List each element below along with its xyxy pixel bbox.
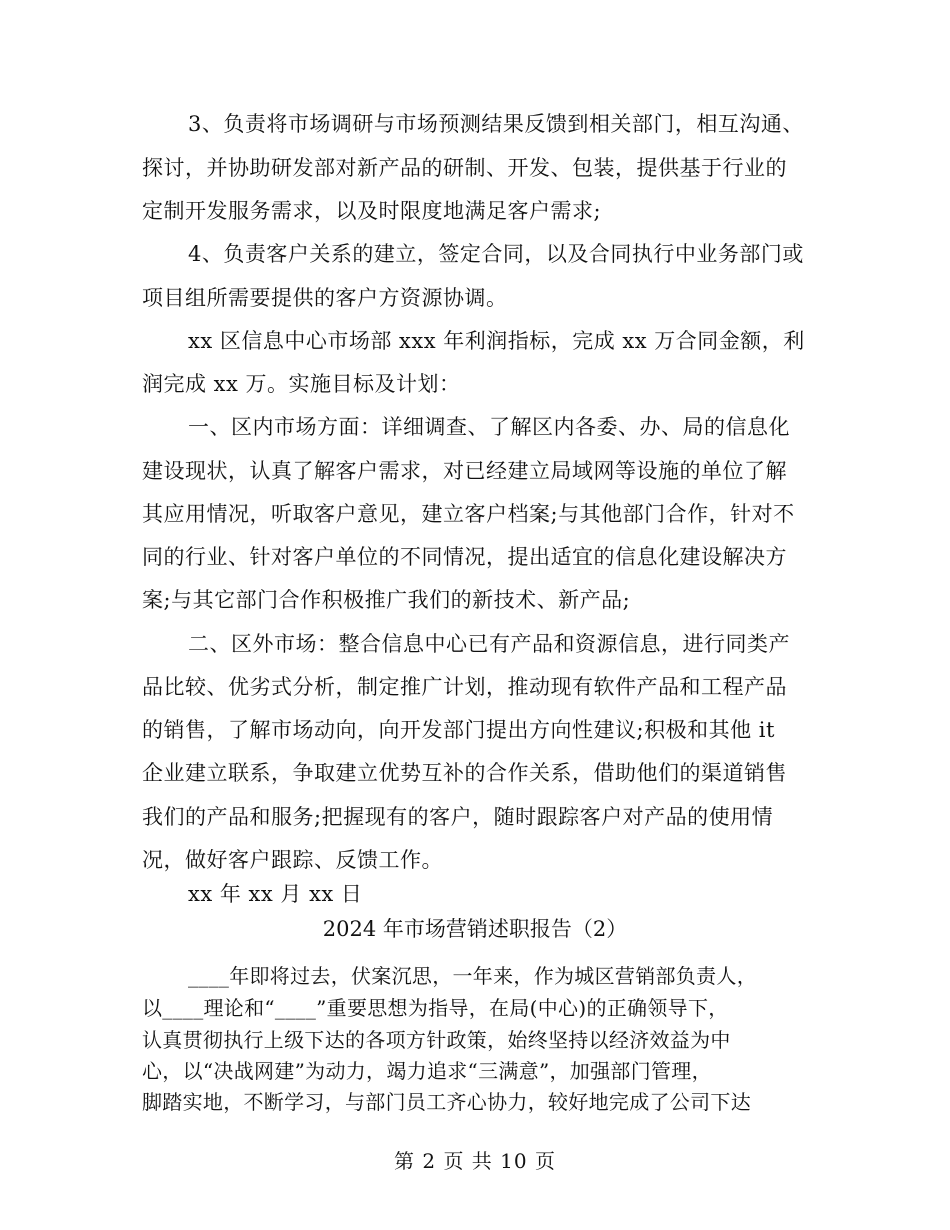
paragraph-line: 同的行业、针对客户单位的不同情况，提出适宜的信息化建设解决方 <box>142 545 787 569</box>
paragraph-line: 4、负责客户关系的建立，签定合同，以及合同执行中业务部门或 <box>188 242 804 266</box>
paragraph-line: 建设现状，认真了解客户需求，对已经建立局域网等设施的单位了解 <box>142 459 787 483</box>
paragraph-line: ____年即将过去，伏案沉思，一年来，作为城区营销部负责人， <box>188 964 757 988</box>
paragraph-line: 润完成 xx 万。实施目标及计划： <box>142 372 461 396</box>
date-line: xx 年 xx 月 xx 日 <box>188 882 363 906</box>
paragraph-line: 的销售，了解市场动向，向开发部门提出方向性建议;积极和其他 it <box>142 718 775 742</box>
paragraph-line: 心，以“决战网建”为动力，竭力追求“三满意”，加强部门管理， <box>142 1059 712 1083</box>
paragraph-line: 定制开发服务需求，以及时限度地满足客户需求; <box>142 199 602 223</box>
paragraph-line: 企业建立联系，争取建立优势互补的合作关系，借助他们的渠道销售 <box>142 761 787 785</box>
paragraph-line: 一、区内市场方面：详细调查、了解区内各委、办、局的信息化 <box>188 415 790 439</box>
paragraph-line: 项目组所需要提供的客户方资源协调。 <box>142 286 508 310</box>
paragraph-line: 品比较、优劣式分析，制定推广计划，推动现有软件产品和工程产品 <box>142 675 787 699</box>
paragraph-line: 我们的产品和服务;把握现有的客户，随时跟踪客户对产品的使用情 <box>142 805 774 829</box>
paragraph-line: 案;与其它部门合作积极推广我们的新技术、新产品; <box>142 588 631 612</box>
section-title: 2024 年市场营销述职报告（2） <box>322 917 628 941</box>
paragraph-line: xx 区信息中心市场部 xxx 年利润指标，完成 xx 万合同金额，利 <box>188 329 805 353</box>
paragraph-line: 以____理论和“____”重要思想为指导，在局(中心)的正确领导下， <box>142 996 729 1020</box>
page-footer: 第 2 页 共 10 页 <box>394 1149 556 1173</box>
paragraph-line: 3、负责将市场调研与市场预测结果反馈到相关部门，相互沟通、 <box>188 112 804 136</box>
paragraph-line: 认真贯彻执行上级下达的各项方针政策，始终坚持以经济效益为中 <box>142 1028 731 1052</box>
paragraph-line: 其应用情况，听取客户意见，建立客户档案;与其他部门合作，针对不 <box>142 502 795 526</box>
paragraph-line: 况，做好客户跟踪、反馈工作。 <box>142 848 443 872</box>
paragraph-line: 二、区外市场：整合信息中心已有产品和资源信息，进行同类产 <box>188 632 790 656</box>
paragraph-line: 脚踏实地，不断学习，与部门员工齐心协力，较好地完成了公司下达 <box>142 1090 751 1114</box>
paragraph-line: 探讨，并协助研发部对新产品的研制、开发、包装，提供基于行业的 <box>142 156 787 180</box>
